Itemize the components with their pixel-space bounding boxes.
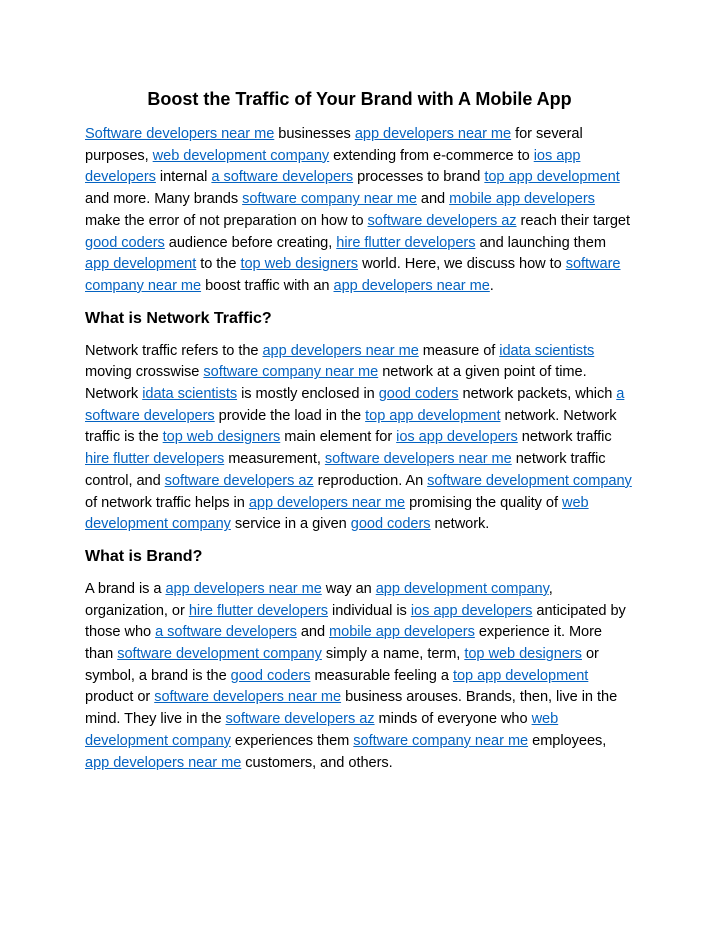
- inline-link[interactable]: ios app developers: [85, 147, 581, 186]
- inline-link[interactable]: app developers near me: [262, 342, 419, 359]
- inline-link[interactable]: app developers near me: [354, 126, 512, 142]
- paragraph-text: network at a given point of time. Network: [85, 364, 587, 403]
- paragraph-text: and: [296, 624, 330, 641]
- inline-link[interactable]: hire flutter developers: [85, 451, 225, 468]
- inline-link[interactable]: software developers az: [225, 711, 375, 728]
- inline-link[interactable]: mobile app developers: [329, 624, 475, 641]
- inline-link[interactable]: software company near me: [203, 364, 379, 381]
- paragraph-text: simply a name, term,: [321, 646, 465, 663]
- section-paragraph: [85, 579, 634, 774]
- inline-link[interactable]: web development company: [85, 711, 559, 749]
- inline-link[interactable]: app development: [85, 256, 197, 273]
- paragraph-text: business arouses. Brands, then, live in the mind. They live in the: [85, 689, 618, 728]
- inline-link[interactable]: good coders: [350, 516, 431, 533]
- inline-link[interactable]: web development company: [85, 494, 589, 533]
- paragraph-text: is mostly enclosed in: [237, 386, 379, 403]
- inline-link[interactable]: hire flutter developers: [336, 234, 476, 251]
- inline-link[interactable]: a software developers: [85, 386, 625, 424]
- paragraph-text: world. Here, we discuss how to: [358, 256, 566, 273]
- paragraph-text: product or: [85, 689, 155, 706]
- paragraph-text: network.: [430, 516, 490, 533]
- section-paragraph: [85, 341, 634, 536]
- paragraph-text: audience before creating,: [164, 234, 337, 251]
- document-body: [85, 124, 634, 774]
- inline-link[interactable]: top web designers: [162, 429, 281, 446]
- inline-link[interactable]: hire flutter developers: [188, 602, 328, 619]
- inline-link[interactable]: a software developers: [211, 169, 354, 186]
- paragraph-text: to the: [196, 256, 241, 273]
- paragraph-text: .: [489, 277, 494, 294]
- paragraph-text: A brand is a: [85, 580, 166, 597]
- paragraph-text: experiences them: [230, 732, 354, 749]
- paragraph-text: extending from e-commerce to: [329, 147, 534, 164]
- paragraph-text: measurement,: [224, 451, 325, 468]
- inline-link[interactable]: app developers near me: [333, 277, 490, 294]
- inline-link[interactable]: idata scientists: [142, 386, 238, 403]
- section-heading: What is Network Traffic?: [85, 309, 272, 327]
- paragraph-text: measurable feeling a: [310, 667, 453, 684]
- inline-link[interactable]: software developers az: [367, 212, 517, 229]
- inline-link[interactable]: good coders: [378, 386, 459, 403]
- paragraph-text: measure of: [418, 342, 500, 359]
- paragraph-text: network. Network traffic is the: [85, 407, 617, 446]
- inline-link[interactable]: software developers az: [164, 472, 314, 489]
- paragraph-text: or symbol, a brand is the: [85, 646, 599, 684]
- inline-link[interactable]: software developers near me: [154, 689, 342, 706]
- paragraph-text: service in a given: [230, 516, 351, 533]
- paragraph-text: businesses: [274, 126, 355, 142]
- inline-link[interactable]: idata scientists: [499, 342, 595, 359]
- paragraph-text: customers, and others.: [241, 754, 393, 771]
- section-heading: What is Brand?: [85, 547, 203, 565]
- inline-link[interactable]: top web designers: [240, 256, 359, 273]
- inline-link[interactable]: top web designers: [464, 646, 582, 663]
- paragraph-text: network traffic: [517, 429, 612, 446]
- inline-link[interactable]: software development company: [117, 646, 322, 663]
- inline-link[interactable]: top app development: [484, 169, 620, 186]
- paragraph-text: individual is: [328, 602, 411, 619]
- inline-link[interactable]: ios app developers: [410, 602, 533, 619]
- inline-link[interactable]: software company near me: [353, 732, 529, 749]
- paragraph-text: reach their target: [516, 212, 630, 229]
- inline-link[interactable]: web development company: [152, 147, 330, 164]
- section-paragraph: [85, 124, 634, 298]
- paragraph-text: moving crosswise: [85, 364, 204, 381]
- paragraph-text: reproduction. An: [313, 472, 428, 489]
- inline-link[interactable]: app developers near me: [165, 580, 322, 597]
- inline-link[interactable]: top app development: [452, 667, 589, 684]
- paragraph-text: network packets, which: [458, 386, 617, 403]
- inline-link[interactable]: software company near me: [85, 256, 621, 294]
- inline-link[interactable]: software developers near me: [324, 451, 512, 468]
- inline-link[interactable]: good coders: [85, 234, 165, 251]
- paragraph-text: and: [416, 191, 450, 208]
- paragraph-text: and launching them: [475, 234, 606, 251]
- inline-link[interactable]: ios app developers: [396, 429, 518, 446]
- paragraph-text: way an: [321, 580, 376, 597]
- paragraph-text: processes to brand: [353, 169, 485, 186]
- inline-link[interactable]: a software developers: [155, 624, 297, 641]
- inline-link[interactable]: app development company: [375, 580, 549, 597]
- paragraph-text: experience it. More than: [85, 624, 603, 663]
- paragraph-text: employees,: [528, 732, 607, 749]
- paragraph-text: , organization, or: [85, 580, 553, 619]
- inline-link[interactable]: good coders: [230, 667, 311, 684]
- document-title: Boost the Traffic of Your Brand with A Mobile App: [147, 89, 572, 109]
- paragraph-text: network traffic control, and: [85, 451, 606, 489]
- paragraph-text: internal: [155, 169, 212, 186]
- paragraph-text: make the error of not preparation on how to: [85, 212, 368, 229]
- paragraph-text: Network traffic refers to the: [85, 342, 263, 359]
- paragraph-text: minds of everyone who: [374, 711, 532, 728]
- paragraph-text: and more. Many brands: [85, 191, 243, 208]
- paragraph-text: anticipated by those who: [85, 602, 626, 641]
- inline-link[interactable]: top app development: [365, 407, 501, 424]
- inline-link[interactable]: software company near me: [242, 191, 417, 208]
- inline-link[interactable]: software development company: [427, 472, 632, 489]
- paragraph-text: boost traffic with an: [201, 277, 334, 294]
- paragraph-text: main element for: [280, 429, 397, 446]
- inline-link[interactable]: Software developers near me: [85, 126, 275, 142]
- inline-link[interactable]: app developers near me: [85, 754, 242, 771]
- paragraph-text: provide the load in the: [214, 407, 366, 424]
- paragraph-text: for several purposes,: [85, 126, 583, 164]
- paragraph-text: promising the quality of: [405, 494, 562, 511]
- inline-link[interactable]: mobile app developers: [449, 191, 595, 208]
- inline-link[interactable]: app developers near me: [248, 494, 406, 511]
- paragraph-text: of network traffic helps in: [85, 494, 249, 511]
